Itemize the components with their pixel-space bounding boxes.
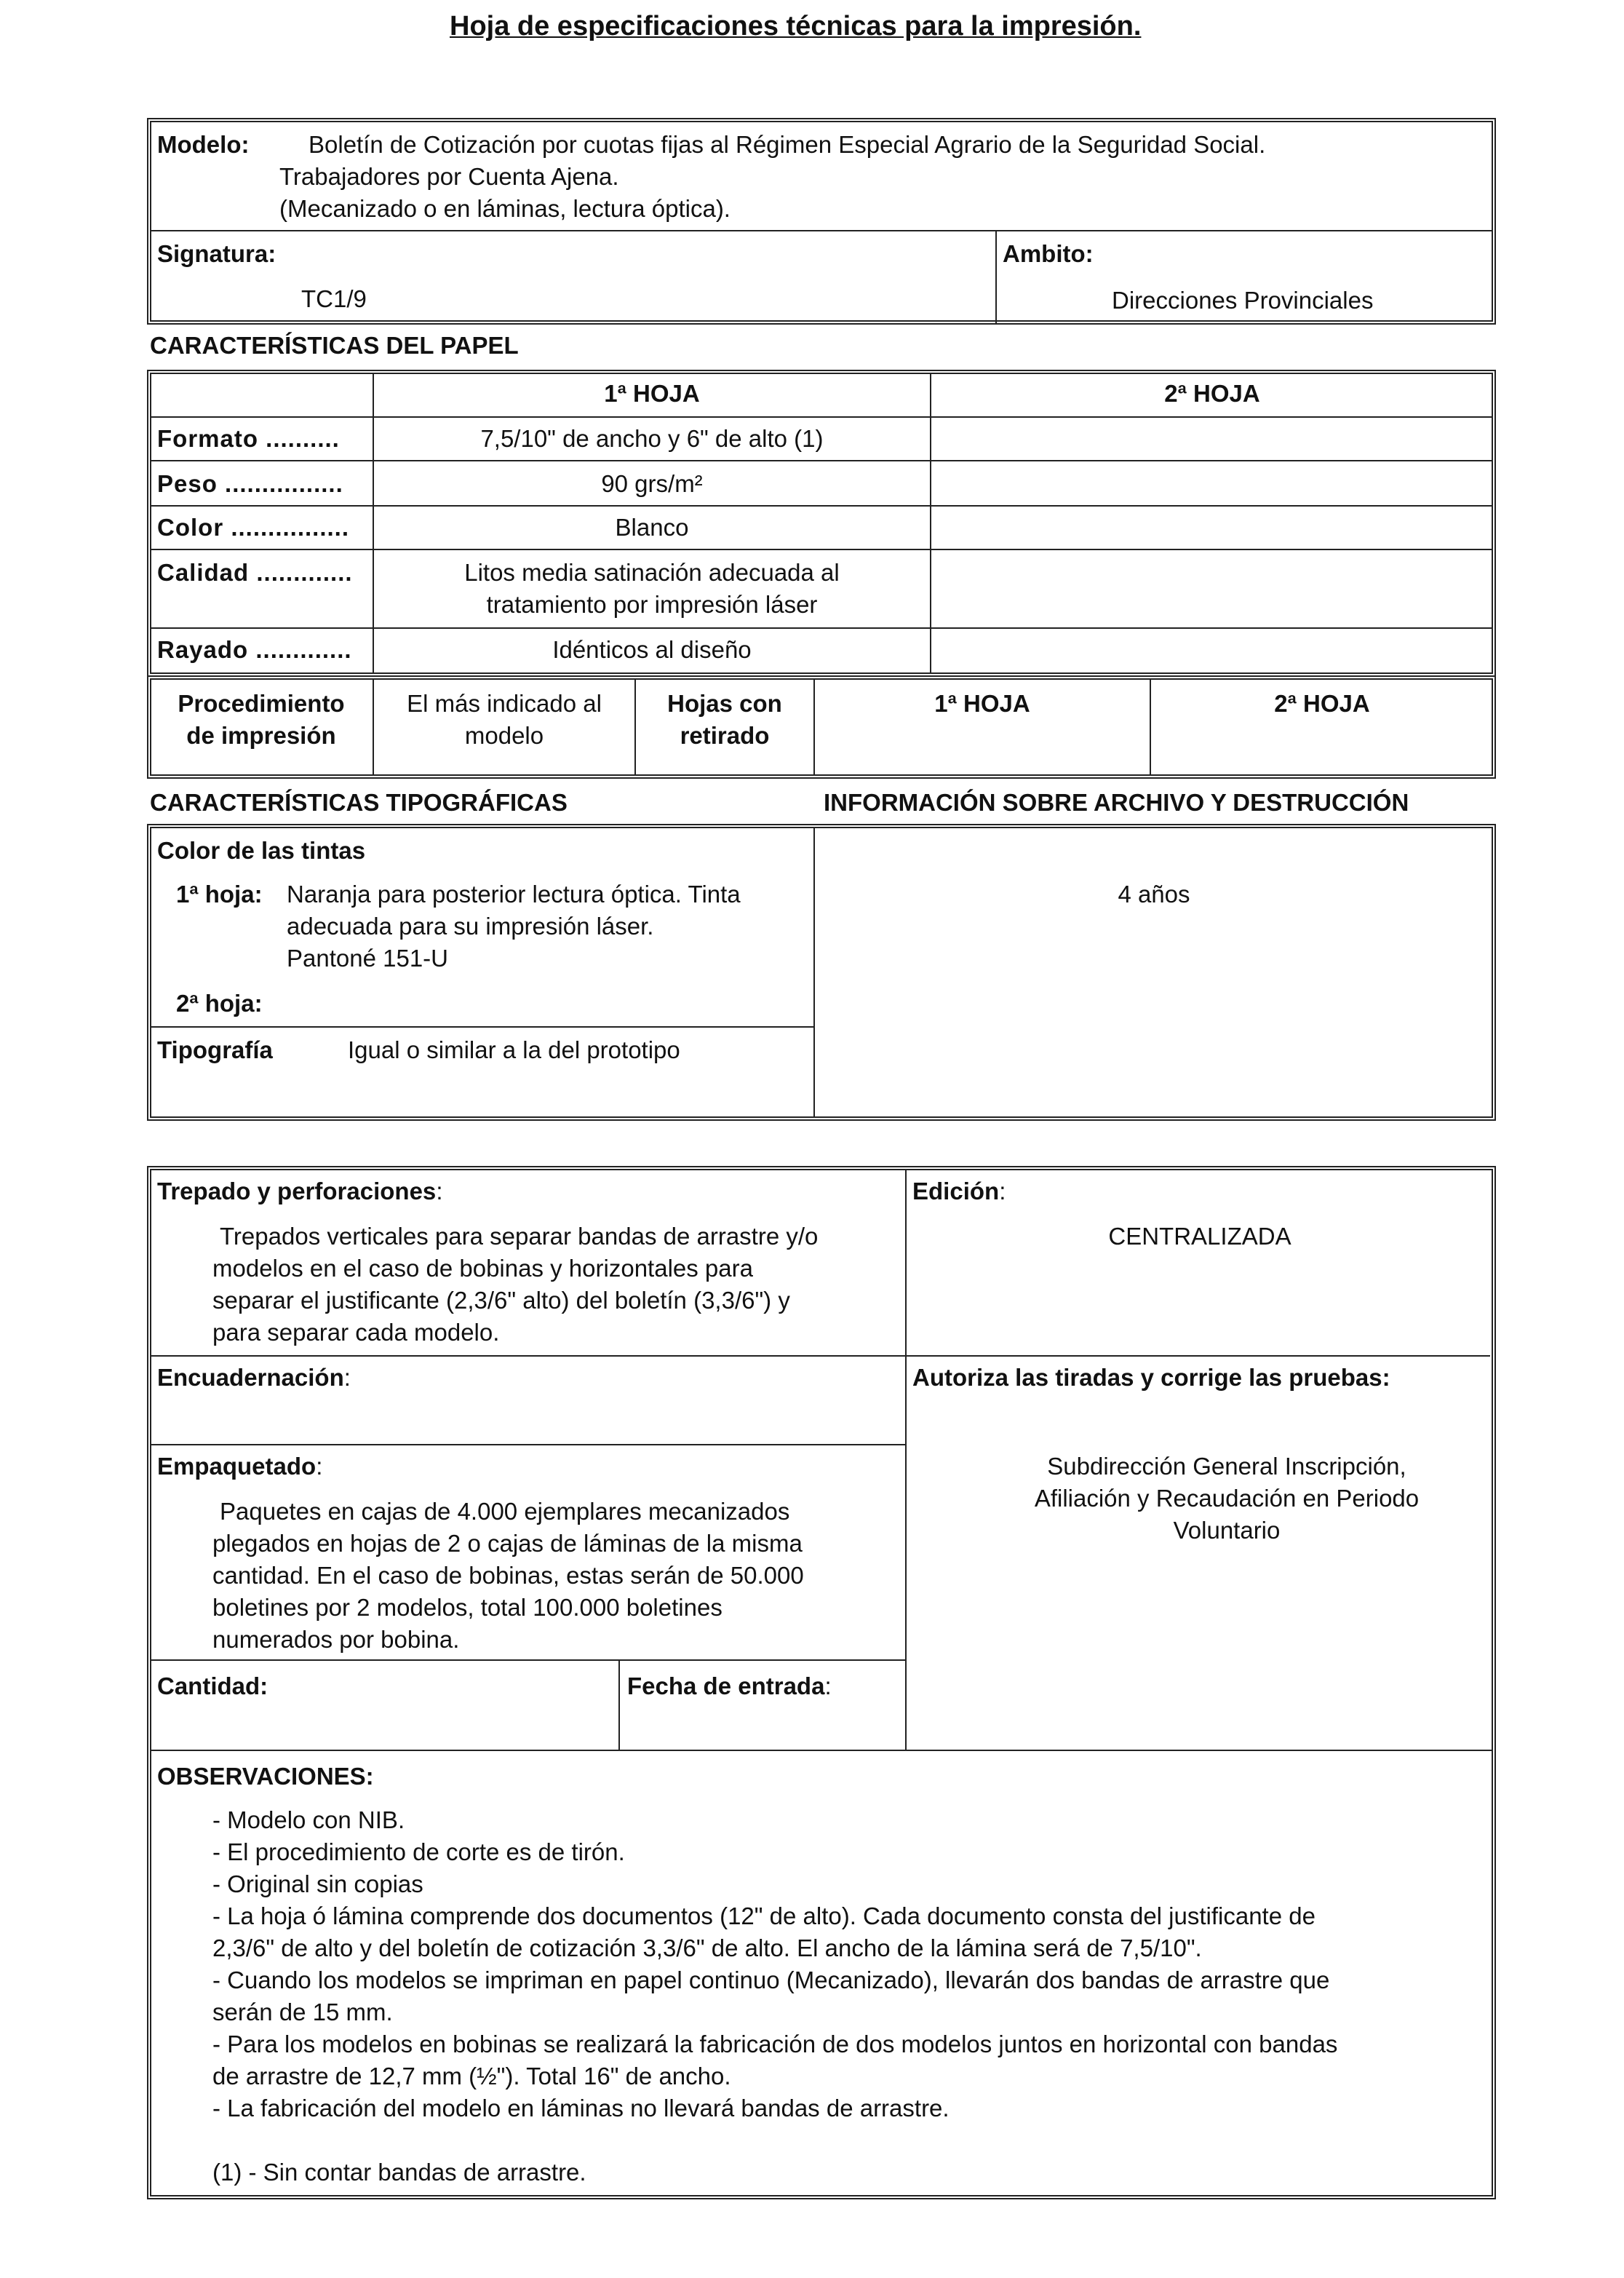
observacion-line: - El procedimiento de corte es de tirón. <box>212 1840 625 1866</box>
papel-col-hoja2: 2ª HOJA <box>1164 381 1260 408</box>
empaquetado-label: Empaquetado <box>157 1454 317 1480</box>
trepado-line: Trepados verticales para separar bandas de arrastre y/o <box>220 1224 819 1250</box>
autoriza-line: Subdirección General Inscripción, <box>1047 1454 1406 1480</box>
archivo-value: 4 años <box>1118 882 1190 908</box>
observaciones-label: OBSERVACIONES: <box>157 1764 374 1790</box>
procedimiento-label: Procedimiento <box>178 691 345 718</box>
edicion-heading <box>912 1176 1006 1208</box>
empaquetado-line: plegados en hojas de 2 o cajas de láminas de la misma <box>212 1531 803 1557</box>
hojas-retirado-label: Hojas con <box>667 691 782 718</box>
modelo-line: Trabajadores por Cuenta Ajena. <box>279 164 619 191</box>
edicion-value: CENTRALIZADA <box>1108 1224 1291 1250</box>
empaquetado-line: Paquetes en cajas de 4.000 ejemplares mecanizados <box>220 1499 790 1525</box>
hoja1-label: 1ª hoja: <box>176 882 263 908</box>
color-tintas-label: Color de las tintas <box>157 838 366 865</box>
cantidad-label: Cantidad: <box>157 1674 268 1700</box>
autoriza-line: Afiliación y Recaudación en Periodo <box>1034 1486 1420 1512</box>
page-title: Hoja de especificaciones técnicas para la impresión. <box>450 12 1142 42</box>
modelo-line: Boletín de Cotización por cuotas fijas al Régimen Especial Agrario de la Seguridad Social. <box>309 132 1266 159</box>
papel-section-title: CARACTERÍSTICAS DEL PAPEL <box>150 333 519 360</box>
calidad-value: Litos media satinación adecuada al <box>464 560 840 587</box>
row-label-peso: Peso ................ <box>157 472 343 498</box>
trepado-label: Trepado y perforaciones <box>157 1179 437 1205</box>
hoja1-ink-line: Naranja para posterior lectura óptica. Tinta <box>287 882 741 908</box>
tipografia-label: Tipografía <box>157 1038 273 1064</box>
observacion-line: - La fabricación del modelo en láminas no llevará bandas de arrastre. <box>212 2096 950 2122</box>
archivo-section-title: INFORMACIÓN SOBRE ARCHIVO Y DESTRUCCIÓN <box>824 790 1409 817</box>
procedimiento-value: El más indicado al <box>407 691 602 718</box>
signatura-label: Signatura: <box>157 242 276 268</box>
encuadernacion-heading <box>157 1362 351 1394</box>
hoja2-label: 2ª hoja: <box>176 991 263 1017</box>
procedimiento-value-line2: modelo <box>464 723 544 750</box>
fecha-entrada-heading <box>627 1671 832 1703</box>
retirado-col-hoja2: 2ª HOJA <box>1274 691 1370 718</box>
ambito-value: Direcciones Provinciales <box>1112 288 1374 314</box>
empaquetado-heading <box>157 1451 322 1483</box>
empaquetado-line: numerados por bobina. <box>212 1627 460 1654</box>
hojas-retirado-label-line2: retirado <box>680 723 770 750</box>
procedimiento-label-line2: de impresión <box>186 723 336 750</box>
encuadernacion-colon: : <box>343 1365 351 1392</box>
empaquetado-colon: : <box>316 1454 323 1480</box>
trepado-line: separar el justificante (2,3/6" alto) del boletín (3,3/6") y <box>212 1288 790 1314</box>
autoriza-line: Voluntario <box>1173 1518 1281 1544</box>
trepado-line: para separar cada modelo. <box>212 1320 500 1346</box>
edicion-colon: : <box>999 1179 1006 1205</box>
observacion-line: - Modelo con NIB. <box>212 1808 405 1834</box>
row-label-rayado: Rayado ............. <box>157 638 352 664</box>
observacion-line: - Cuando los modelos se impriman en papel continuo (Mecanizado), llevarán dos bandas de arrastre que <box>212 1968 1330 1994</box>
observacion-line: serán de 15 mm. <box>212 2000 393 2026</box>
encuadernacion-label: Encuadernación <box>157 1365 344 1392</box>
hoja1-ink-line: adecuada para su impresión láser. <box>287 914 654 940</box>
modelo-line: (Mecanizado o en láminas, lectura óptica). <box>279 197 731 223</box>
color-value: Blanco <box>615 515 689 541</box>
papel-col-hoja1: 1ª HOJA <box>604 381 700 408</box>
row-label-color: Color ................ <box>157 515 350 541</box>
ambito-label: Ambito: <box>1003 242 1094 268</box>
observacion-line: de arrastre de 12,7 mm (½"). Total 16" de ancho. <box>212 2064 731 2090</box>
trepado-line: modelos en el caso de bobinas y horizontales para <box>212 1256 753 1282</box>
observacion-line: - La hoja ó lámina comprende dos documentos (12" de alto). Cada documento consta del justificante de <box>212 1904 1315 1930</box>
fecha-entrada-colon: : <box>824 1674 832 1700</box>
empaquetado-line: boletines por 2 modelos, total 100.000 boletines <box>212 1595 723 1622</box>
autoriza-label: Autoriza las tiradas y corrige las pruebas: <box>912 1365 1390 1392</box>
calidad-value-line2: tratamiento por impresión láser <box>486 592 818 619</box>
fecha-entrada-label: Fecha de entrada <box>627 1674 825 1700</box>
formato-value: 7,5/10" de ancho y 6" de alto (1) <box>480 426 824 453</box>
modelo-label: Modelo: <box>157 132 250 159</box>
trepado-colon: : <box>436 1179 443 1205</box>
tipografia-value: Igual o similar a la del prototipo <box>348 1038 680 1064</box>
observacion-footnote: (1) - Sin contar bandas de arrastre. <box>212 2160 586 2186</box>
observacion-line: - Original sin copias <box>212 1872 423 1898</box>
row-label-calidad: Calidad ............. <box>157 560 353 587</box>
rayado-value: Idénticos al diseño <box>552 638 752 664</box>
row-label-formato: Formato .......... <box>157 426 340 453</box>
trepado-heading <box>157 1176 443 1208</box>
observacion-line: - Para los modelos en bobinas se realizará la fabricación de dos modelos juntos en horizontal con bandas <box>212 2032 1338 2058</box>
peso-value: 90 grs/m² <box>601 472 703 498</box>
empaquetado-line: cantidad. En el caso de bobinas, estas serán de 50.000 <box>212 1563 804 1590</box>
edicion-label: Edición <box>912 1179 1000 1205</box>
signatura-value: TC1/9 <box>301 287 367 313</box>
hoja1-ink-line: Pantoné 151-U <box>287 946 448 972</box>
tipografia-section-title: CARACTERÍSTICAS TIPOGRÁFICAS <box>150 790 568 817</box>
retirado-col-hoja1: 1ª HOJA <box>934 691 1030 718</box>
observacion-line: 2,3/6" de alto y del boletín de cotización 3,3/6" de alto. El ancho de la lámina será de 7,5/10". <box>212 1936 1202 1962</box>
